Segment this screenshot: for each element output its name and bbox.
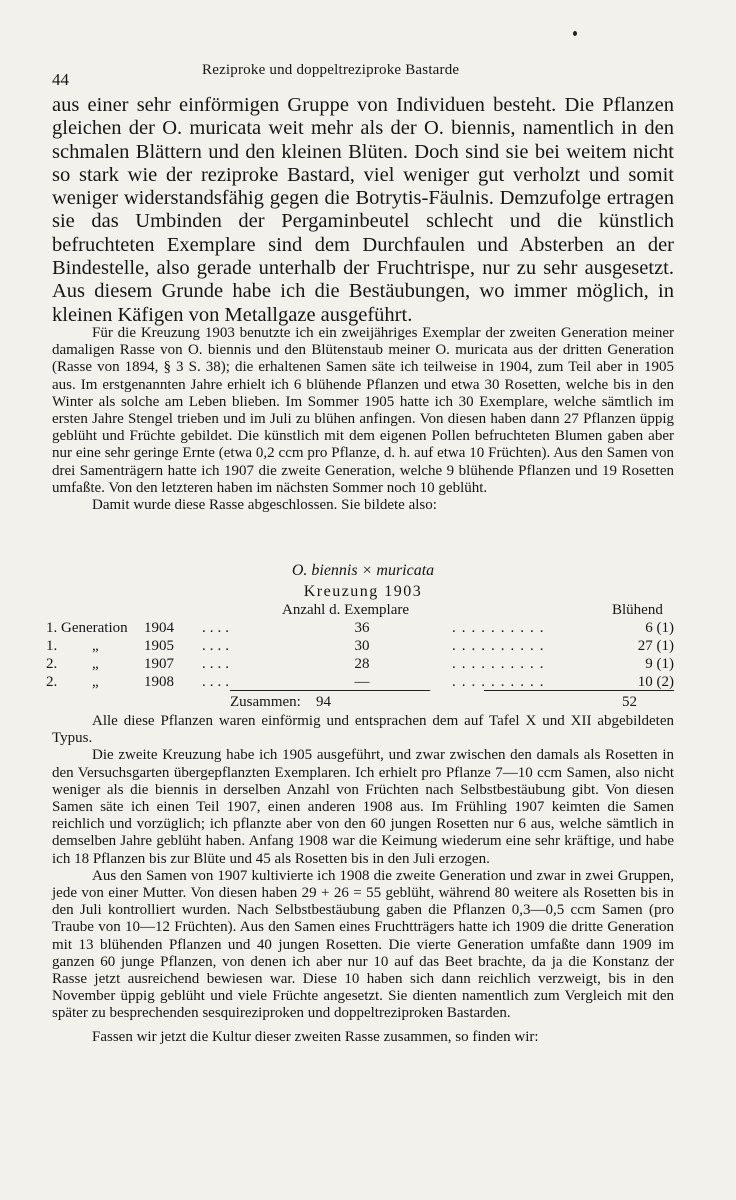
count-cell: 36	[354, 620, 370, 636]
table-row	[46, 638, 674, 656]
col-header-count: Anzahl d. Exemplare	[282, 602, 410, 618]
count-cell: 30	[354, 638, 370, 654]
year-cell: 1907	[144, 656, 174, 672]
paragraph-1: aus einer sehr einförmigen Gruppe von Individuen besteht. Die Pflanzen gleichen der O. muricata weit mehr als der O. biennis, namentlich in den schmalen Blättern und den kleinen Blüten. Doch sind sie bei weitem nicht so stark wie der reziproke Bastard, viel weniger gut verholzt und somit weniger widerstandsfähig gegen die Botrytis-Fäulnis. Demzufolge ertragen sie das Umbinden der Pergaminbeutel schlecht und die künstlich befruchteten Exemplare sind dem Durchfaulen und Absterben an der Bindestelle, also gerade unterhalb der Fruchtrispe, nur zu sehr ausgesetzt. Aus diesem Grunde habe ich die Bestäubungen, wo immer möglich, in kleinen Käfigen von Metallgaze ausgeführt.	[52, 94, 674, 326]
sum-rule-count	[230, 690, 430, 691]
leader-dots: ..........	[452, 638, 550, 654]
table-row	[46, 620, 674, 638]
gen-cell: 1. Generation	[46, 620, 128, 636]
year-cell: 1908	[144, 674, 174, 690]
leader-dots: ..........	[452, 620, 550, 636]
col-header-flowering: Blühend	[612, 602, 663, 618]
year-cell: 1905	[144, 638, 174, 654]
gen-cell: 1.	[46, 638, 58, 654]
cross-subtitle: Kreuzung 1903	[303, 583, 423, 600]
paragraph-6: Aus den Samen von 1907 kultivierte ich 1908 die zweite Generation und zwar in zwei Gruppen, jede von einer Mutter. Von diesen haben 29 + 26 = 55 geblüht, während 80 weitere als Rosetten bis in den Juli kontrolliert wurden. Nach Selbstbestäubung gaben die Pflanzen 0,3—0,5 ccm Samen (pro Traube von 10—12 Früchten). Aus den Samen eines Fruchtträgers hatte ich 1909 die dritte Generation mit 13 blühenden Pflanzen und 40 jungen Rosetten. Die vierte Generation umfaßte dann 1909 im ganzen 60 junge Pflanzen, von denen ich aber nur 10 auf das Beet brachte, da ja die Konstanz der Rasse jetzt ausreichend bewiesen war. Diese 10 haben sich dann reichlich verzweigt, bis in den November üppig geblüht und viele Früchte angesetzt. Sie dienten namentlich zum Vergleich mit den später zu besprechenden sesquireziproken und doppeltreziproken Bastarden.	[52, 867, 674, 1022]
cross-title: O. biennis × muricata	[291, 562, 435, 579]
paragraph-7: Fassen wir jetzt die Kultur dieser zweiten Rasse zusammen, so finden wir:	[92, 1028, 539, 1045]
leader-dots: ....	[202, 638, 233, 654]
ditto-mark: „	[92, 638, 99, 654]
sum-rule-flowering	[484, 690, 674, 691]
running-header	[52, 62, 674, 89]
table-row	[46, 656, 674, 674]
paragraph-5: Die zweite Kreuzung habe ich 1905 ausgeführt, und zwar zwischen den damals als Rosetten in den Versuchsgarten übergepflanzten Exemplaren. Ich erhielt pro Pflanze 7—10 ccm Samen, also nicht weniger als die biennis in derselben Anzahl von Früchten nach Selbstbestäubung gibt. Von diesen Samen säte ich einen Teil 1907, einen anderen 1908 aus. Im Frühling 1907 keimten die Samen reichlich und vorzüglich; ich pflanzte aber von den 60 jungen Rosetten nur 6 aus, welche sämtlich in demselben Jahre geblüht haben. Anfang 1908 war die Keimung wiederum eine sehr kräftige, und habe ich 18 Pflanzen bis zur Blüte und 45 als Rosetten bis in den Juli erzogen.	[52, 747, 674, 867]
leader-dots: ....	[202, 656, 233, 672]
ink-speck	[573, 31, 577, 36]
gen-cell: 2.	[46, 674, 58, 690]
leader-dots: ..........	[452, 674, 550, 690]
flower-cell: 27 (1)	[637, 638, 674, 654]
paragraph-4: Alle diese Pflanzen waren einförmig und entsprachen dem auf Tafel X und XII abgebildeten Typus.	[52, 713, 674, 747]
running-title: Reziproke und doppeltreziproke Bastarde	[202, 62, 460, 78]
flower-cell: 9 (1)	[645, 656, 674, 672]
paragraph-2: Für die Kreuzung 1903 benutzte ich ein zweijähriges Exemplar der zweiten Generation meiner damaligen Rasse von O. biennis und den Blütenstaub meiner O. muricata aus der dritten Generation (Rasse von 1894, § 3 S. 38); die erhaltenen Samen säte ich teilweise in 1904, zum Teil aber in 1905 aus. Im erstgenannten Jahre erhielt ich 6 blühende Pflanzen und etwa 30 Rosetten, welche bis in den Winter als solche am Leben blieben. Im Sommer 1905 hatte ich 30 Exemplare, welche sämtlich im ersten Jahre Stengel trieben und im Juli zu blühen anfingen. Von diesen haben dann 27 Pflanzen üppig geblüht und Früchte gebildet. Die künstlich mit dem eigenen Pollen befruchteten Blumen gaben aber nur eine sehr geringe Ernte (etwa 0,2 ccm pro Pflanze, d. h. auf etwa 10 Früchten). Aus den Samen von drei Samenträgern hatte ich 1907 die zweite Generation, welche 9 blühende Pflanzen und 19 Rosetten umfaßte. Von den letzteren haben im nächsten Sommer noch 10 geblüht.	[52, 325, 674, 496]
count-cell: —	[354, 674, 370, 690]
gen-cell: 2.	[46, 656, 58, 672]
leader-dots: ....	[202, 674, 233, 690]
page-number: 44	[52, 70, 69, 89]
leader-dots: ....	[202, 620, 233, 636]
year-cell: 1904	[144, 620, 174, 636]
body-text-small-1	[52, 325, 674, 514]
body-text-small-2	[52, 713, 674, 1046]
flower-cell: 6 (1)	[645, 620, 674, 636]
ditto-mark: „	[92, 674, 99, 690]
body-text-large	[52, 94, 674, 327]
count-cell: 28	[354, 656, 370, 672]
leader-dots: ..........	[452, 656, 550, 672]
total-label: Zusammen:	[230, 694, 301, 710]
total-flowering: 52	[622, 694, 637, 710]
total-count: 94	[316, 694, 331, 710]
ditto-mark: „	[92, 656, 99, 672]
paragraph-3: Damit wurde diese Rasse abgeschlossen. Sie bildete also:	[92, 497, 437, 514]
flower-cell: 10 (2)	[637, 674, 674, 690]
